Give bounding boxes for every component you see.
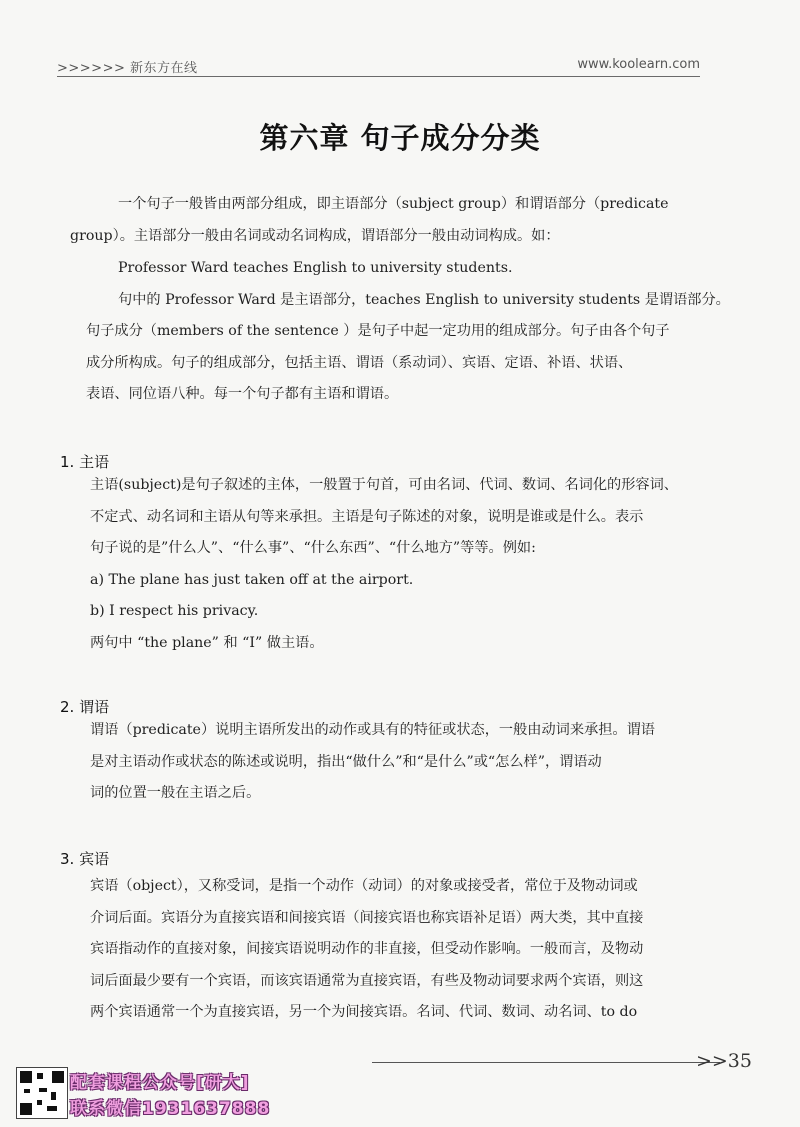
intro-text-4: 句中的 Professor Ward 是主语部分，teaches English to university students 是谓语部分。 xyxy=(118,292,730,308)
intro-text-6: 成分所构成。句子的组成部分，包括主语、谓语（系动词）、宾语、定语、补语、状语、 xyxy=(86,354,633,371)
predicate-text-3: 词的位置一般在主语之后。 xyxy=(90,785,261,801)
subject-text-2: 不定式、动名词和主语从句等来承担。主语是句子陈述的对象，说明是谁或是什么。表示 xyxy=(90,508,644,525)
watermark-line-1: 配套课程公众号[研大] xyxy=(70,1073,250,1093)
object-text-5: 两个宾语通常一个为直接宾语，另一个为间接宾语。名词、代词、数词、动名词、to do xyxy=(90,1004,638,1020)
section-predicate-body xyxy=(90,715,655,810)
object-text-3: 宾语指动作的直接对象，间接宾语说明动作的非直接，但受动作影响。一般而言，及物动 xyxy=(90,941,644,957)
predicate-text-1: 谓语（predicate）说明主语所发出的动作或具有的特征或状态，一般由动词来承担。谓语 xyxy=(90,722,655,738)
object-text-4: 词后面最少要有一个宾语，而该宾语通常为直接宾语，有些及物动词要求两个宾语，则这 xyxy=(90,972,644,989)
header-rule xyxy=(57,76,700,77)
subject-text-1: 主语(subject)是句子叙述的主体，一般置于句首，可由名词、代词、数词、名词化的形容词、 xyxy=(90,477,678,493)
section-subject-body xyxy=(90,470,678,659)
section-heading-subject: 1. 主语 xyxy=(60,453,110,471)
intro-text-1: 一个句子一般皆由两部分组成，即主语部分（subject group）和谓语部分（predicate xyxy=(118,196,669,212)
intro-line-5-7 xyxy=(86,316,670,411)
predicate-text-2: 是对主语动作或状态的陈述或说明，指出“做什么”和“是什么”或“怎么样”，谓语动 xyxy=(90,753,602,770)
header-publisher: >>>>>> 新东方在线 xyxy=(57,61,198,76)
intro-text-5: 句子成分（members of the sentence ）是句子中起一定功用的组成部分。句子由各个句子 xyxy=(86,323,670,339)
subject-text-3: 句子说的是”什么人”、“什么事”、“什么东西”、“什么地方”等等。例如: xyxy=(90,540,536,556)
subject-example-a: a) The plane has just taken off at the airport. xyxy=(90,571,414,588)
intro-line-2 xyxy=(70,221,560,253)
watermark-line-2: 联系微信1931637888 xyxy=(70,1099,271,1119)
header-website: www.koolearn.com xyxy=(577,57,700,72)
subject-text-6: 两句中 “the plane” 和 “I” 做主语。 xyxy=(90,634,324,651)
section-heading-predicate: 2. 谓语 xyxy=(60,698,110,716)
object-text-2: 介词后面。宾语分为直接宾语和间接宾语（间接宾语也称宾语补足语）两大类，其中直接 xyxy=(90,909,644,926)
intro-line-1 xyxy=(118,189,669,221)
chapter-title: 第六章 句子成分分类 xyxy=(259,121,541,155)
intro-text-2: group）。主语部分一般由名词或动名词构成，谓语部分一般由动词构成。如： xyxy=(70,228,560,244)
intro-example-sentence: Professor Ward teaches English to university students. xyxy=(118,260,513,276)
intro-line-4 xyxy=(118,285,730,317)
intro-example xyxy=(118,253,513,285)
object-text-1: 宾语（object），又称受词，是指一个动作（动词）的对象或接受者，常位于及物动词或 xyxy=(90,878,638,894)
intro-text-7: 表语、同位语八种。每一个句子都有主语和谓语。 xyxy=(86,386,399,402)
section-object-body xyxy=(90,871,643,1029)
qr-code-icon xyxy=(16,1067,68,1119)
section-heading-object: 3. 宾语 xyxy=(60,850,110,868)
subject-example-b: b) I respect his privacy. xyxy=(90,603,259,619)
page-number: >>35 xyxy=(695,1050,752,1072)
footer-rule xyxy=(372,1062,720,1063)
